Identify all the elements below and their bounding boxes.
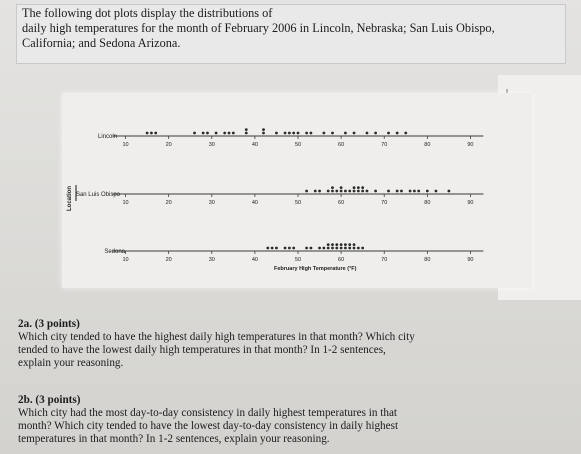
data-dot	[327, 190, 330, 193]
data-dot	[292, 132, 295, 135]
data-dot	[426, 190, 429, 193]
data-dot	[331, 186, 334, 189]
question-2a-line: tended to have the lowest daily high temperatures in that month? In 1-2 sentences,	[18, 344, 386, 356]
tick-label: 70	[381, 257, 388, 263]
tick-label: 20	[165, 200, 172, 206]
data-dot	[409, 190, 412, 193]
data-dot	[262, 132, 265, 135]
row-label-0: Lincoln	[97, 134, 117, 140]
data-dot	[344, 247, 347, 250]
question-2a-head: 2a. (3 points)	[18, 318, 80, 330]
tick-label: 70	[381, 200, 388, 206]
tick-label: 20	[165, 257, 172, 263]
data-dot	[396, 190, 399, 193]
intro-line: California; and Sedona Arizona.	[22, 36, 181, 50]
intro-text	[22, 6, 567, 51]
question-2b-line: temperatures in that month? In 1-2 sentences, explain your reasoning.	[18, 433, 330, 445]
data-dot	[387, 132, 390, 135]
question-2b	[18, 394, 506, 446]
data-dot	[297, 132, 300, 135]
data-dot	[353, 247, 356, 250]
data-dot	[374, 190, 377, 193]
tick-label: 40	[251, 142, 258, 148]
data-dot	[387, 190, 390, 193]
tick-label: 30	[208, 142, 215, 148]
data-dot	[271, 247, 274, 250]
data-dot	[340, 247, 343, 250]
data-dot	[366, 190, 369, 193]
data-dot	[413, 190, 416, 193]
data-dot	[400, 190, 403, 193]
intro-line: The following dot plots display the distributions of	[22, 6, 273, 20]
data-dot	[228, 132, 231, 135]
tick-label: 80	[424, 142, 431, 148]
dot-plot-figure	[62, 93, 532, 288]
data-dot	[344, 132, 347, 135]
data-dot	[284, 132, 287, 135]
data-dot	[374, 132, 377, 135]
tick-label: 90	[467, 257, 474, 263]
question-2a-line: explain your reasoning.	[18, 357, 124, 369]
question-2b-head: 2b. (3 points)	[18, 394, 81, 406]
tick-label: 80	[424, 257, 431, 263]
tick-label: 10	[122, 142, 129, 148]
data-dot	[348, 243, 351, 246]
tick-label: 60	[338, 257, 345, 263]
data-dot	[361, 247, 364, 250]
data-dot	[357, 247, 360, 250]
tick-label: 30	[208, 257, 215, 263]
tick-label: 70	[381, 142, 388, 148]
tick-label: 90	[467, 142, 474, 148]
data-dot	[447, 190, 450, 193]
data-dot	[288, 247, 291, 250]
data-dot	[327, 247, 330, 250]
tick-label: 40	[251, 200, 258, 206]
data-dot	[206, 132, 209, 135]
data-dot	[335, 247, 338, 250]
tick-label: 50	[294, 142, 302, 148]
data-dot	[150, 132, 153, 135]
question-2b-line: Which city had the most day-to-day consistency in daily highest temperatures in that	[18, 407, 398, 419]
data-dot	[215, 132, 218, 135]
data-dot	[361, 190, 364, 193]
data-dot	[353, 186, 356, 189]
data-dot	[417, 190, 420, 193]
data-dot	[154, 132, 157, 135]
data-dot	[366, 132, 369, 135]
intro-line: daily high temperatures for the month of February 2006 in Lincoln, Nebraska; San Luis Obispo,	[22, 21, 495, 35]
data-dot	[348, 190, 351, 193]
data-dot	[275, 132, 278, 135]
data-dot	[275, 247, 278, 250]
data-dot	[266, 247, 269, 250]
data-dot	[396, 132, 399, 135]
data-dot	[284, 247, 287, 250]
data-dot	[310, 132, 313, 135]
data-dot	[344, 190, 347, 193]
data-dot	[331, 132, 334, 135]
data-dot	[340, 190, 343, 193]
data-dot	[361, 186, 364, 189]
data-dot	[357, 186, 360, 189]
question-2b-line: month? Which city tended to have the lowest day-to-day consistency in daily highest	[18, 420, 399, 432]
row-label-2: Sedona	[104, 249, 125, 255]
data-dot	[353, 190, 356, 193]
data-dot	[305, 247, 308, 250]
x-axis-label: February High Temperature (°F)	[274, 266, 357, 272]
data-dot	[348, 247, 351, 250]
tick-label: 60	[338, 200, 345, 206]
tick-label: 10	[122, 257, 129, 263]
data-dot	[245, 132, 248, 135]
data-dot	[327, 243, 330, 246]
tick-label: 90	[467, 200, 474, 206]
tick-label: 40	[251, 257, 258, 263]
data-dot	[353, 243, 356, 246]
data-dot	[305, 190, 308, 193]
data-dot	[344, 243, 347, 246]
data-dot	[322, 132, 325, 135]
data-dot	[202, 132, 205, 135]
data-dot	[245, 128, 248, 131]
y-axis-label: Location	[67, 186, 73, 211]
data-dot	[331, 247, 334, 250]
tick-label: 60	[338, 142, 345, 148]
question-2a-line: Which city tended to have the highest daily high temperatures in that month? Which city	[18, 331, 415, 343]
tick-label: 50	[294, 257, 302, 263]
data-dot	[314, 190, 317, 193]
row-label-1: San Luis Obispo	[75, 192, 120, 198]
tick-label: 80	[424, 200, 431, 206]
data-dot	[262, 128, 265, 131]
data-dot	[223, 132, 226, 135]
data-dot	[232, 132, 235, 135]
data-dot	[318, 190, 321, 193]
tick-label: 20	[165, 142, 172, 148]
tick-label: 30	[208, 200, 215, 206]
data-dot	[331, 243, 334, 246]
data-dot	[193, 132, 196, 135]
data-dot	[331, 190, 334, 193]
data-dot	[322, 247, 325, 250]
data-dot	[310, 247, 313, 250]
data-dot	[353, 132, 356, 135]
tick-label: 10	[122, 200, 129, 206]
data-dot	[335, 190, 338, 193]
data-dot	[340, 186, 343, 189]
data-dot	[435, 190, 438, 193]
data-dot	[318, 247, 321, 250]
data-dot	[335, 243, 338, 246]
data-dot	[288, 132, 291, 135]
dot-plot-svg	[62, 93, 532, 288]
data-dot	[404, 132, 407, 135]
data-dot	[146, 132, 149, 135]
tick-label: 50	[294, 200, 302, 206]
data-dot	[305, 132, 308, 135]
data-dot	[340, 243, 343, 246]
data-dot	[357, 190, 360, 193]
question-2a	[18, 318, 506, 370]
data-dot	[292, 247, 295, 250]
